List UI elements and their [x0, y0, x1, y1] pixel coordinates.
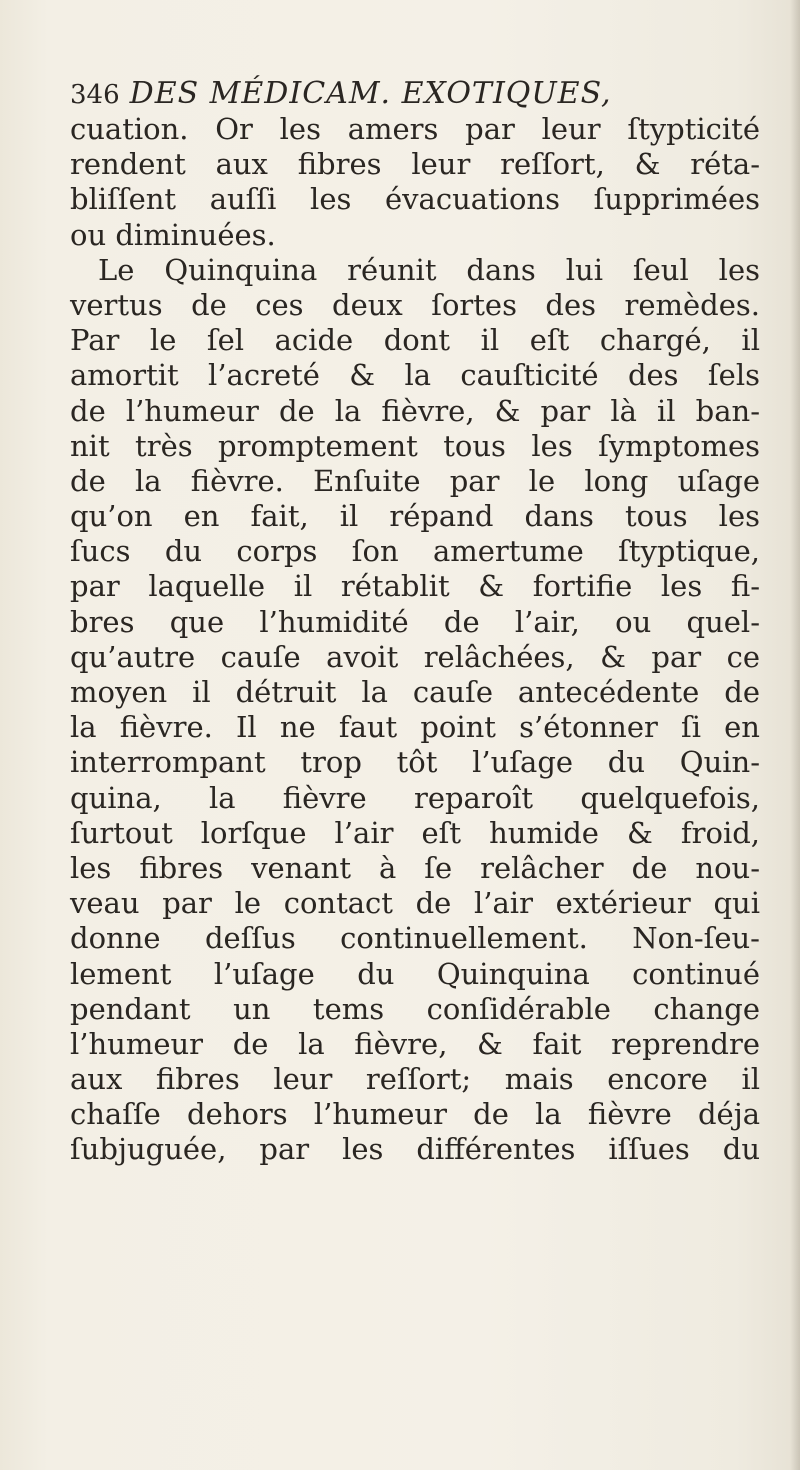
text-line: la fièvre. Il ne faut point s’étonner ſi en: [70, 710, 760, 745]
text-line: amortit l’acreté & la cauſticité des ſels: [70, 358, 760, 393]
text-line: l’humeur de la fièvre, & fait reprendre: [70, 1026, 760, 1061]
text-line: quina, la fièvre reparoît quelquefois,: [70, 780, 760, 815]
text-line: moyen il détruit la cauſe antecédente de: [70, 675, 760, 709]
text-line: lement l’uſage du Quinquina continué: [70, 956, 760, 991]
running-title: DES MÉDICAM. EXOTIQUES,: [129, 76, 612, 111]
text-line: Par le ſel acide dont il eſt chargé, il: [70, 323, 760, 358]
body-text: [70, 112, 760, 1168]
text-line: qu’on en fait, il répand dans tous les: [70, 499, 760, 534]
text-line: rendent aux fibres leur reſſort, & réta-: [70, 147, 760, 182]
text-line: bliſſent auſſi les évacuations ſupprimées: [70, 182, 760, 217]
running-head: [70, 74, 750, 114]
page-edge-shadow: [790, 0, 800, 1470]
text-line: ou diminuées.: [70, 217, 276, 252]
text-line: chaſſe dehors l’humeur de la fièvre déja: [70, 1097, 760, 1132]
text-line: de l’humeur de la fièvre, & par là il ban-: [70, 393, 760, 428]
text-line: ſurtout lorſque l’air eſt humide & froid,: [70, 815, 760, 850]
text-line: veau par le contact de l’air extérieur qui: [70, 886, 760, 921]
text-line: pendant un tems conſidérable change: [70, 991, 760, 1026]
text-line: donne deſſus continuellement. Non-ſeu-: [70, 921, 760, 956]
text-line: qu’autre cauſe avoit relâchées, & par ce: [70, 639, 760, 674]
page-number: 346: [70, 80, 120, 110]
text-line: interrompant trop tôt l’uſage du Quin-: [70, 745, 760, 780]
text-line: Le Quinquina réunit dans lui ſeul les: [98, 252, 760, 287]
text-line: ſucs du corps ſon amertume ſtyptique,: [70, 534, 760, 569]
text-line: nit très promptement tous les ſymptomes: [70, 428, 760, 463]
text-line: ſubjuguée, par les différentes iſſues du: [70, 1132, 760, 1167]
text-line: les fibres venant à ſe relâcher de nou-: [70, 850, 760, 885]
text-line: bres que l’humidité de l’air, ou quel-: [70, 604, 760, 639]
text-line: de la fièvre. Enſuite par le long uſage: [70, 463, 760, 498]
text-line: par laquelle il rétablit & fortifie les fi-: [70, 569, 760, 604]
text-line: vertus de ces deux ſortes des remèdes.: [70, 287, 760, 322]
text-line: aux fibres leur reſſort; mais encore il: [70, 1062, 760, 1097]
text-line: cuation. Or les amers par leur ſtypticité: [70, 112, 760, 146]
